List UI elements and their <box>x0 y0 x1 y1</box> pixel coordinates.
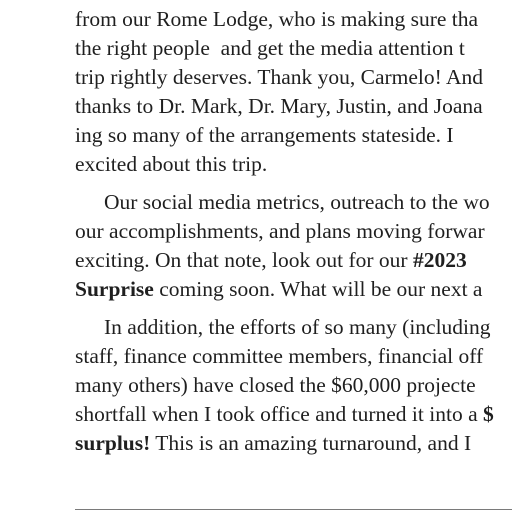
footer-divider <box>75 509 512 510</box>
paragraph-1-line-3: trip rightly deserves. Thank you, Carmelo! And <box>75 65 484 89</box>
paragraph-2-line-3 <box>75 246 467 275</box>
hashtag-2023: #2023 <box>412 248 467 272</box>
paragraph-2-line-2: our accomplishments, and plans moving forwar <box>75 219 485 243</box>
paragraph-3-line-5 <box>75 429 471 458</box>
paragraph-2-line-4 <box>75 275 482 304</box>
paragraph-3-line-4-text: shortfall when I took office and turned it into a <box>75 402 483 426</box>
dollar-bold: $ <box>483 402 494 426</box>
surplus-bold: surplus! <box>75 431 151 455</box>
paragraph-3-line-4 <box>75 400 494 429</box>
paragraph-3-line-5-text: This is an amazing turnaround, and I <box>150 431 472 455</box>
paragraph-1-line-5: ing so many of the arrangements stateside. I <box>75 123 454 147</box>
paragraph-3-line-3: many others) have closed the $60,000 projecte <box>75 373 476 397</box>
paragraph-2-line-1: Our social media metrics, outreach to the wo <box>104 190 490 214</box>
paragraph-3-line-2: staff, finance committee members, financial off <box>75 344 484 368</box>
paragraph-3-line-1: In addition, the efforts of so many (including <box>104 315 491 339</box>
paragraph-1-line-6: excited about this trip. <box>75 152 268 176</box>
paragraph-1-line-2: the right people and get the media attention t <box>75 36 465 60</box>
surprise-bold: Surprise <box>75 277 154 301</box>
paragraph-1-line-4: thanks to Dr. Mark, Dr. Mary, Justin, and Joana <box>75 94 483 118</box>
paragraph-2-line-4-text: coming soon. What will be our next a <box>153 277 483 301</box>
paragraph-1-line-1: from our Rome Lodge, who is making sure tha <box>75 7 479 31</box>
paragraph-2-line-3-text: exciting. On that note, look out for our <box>75 248 413 272</box>
